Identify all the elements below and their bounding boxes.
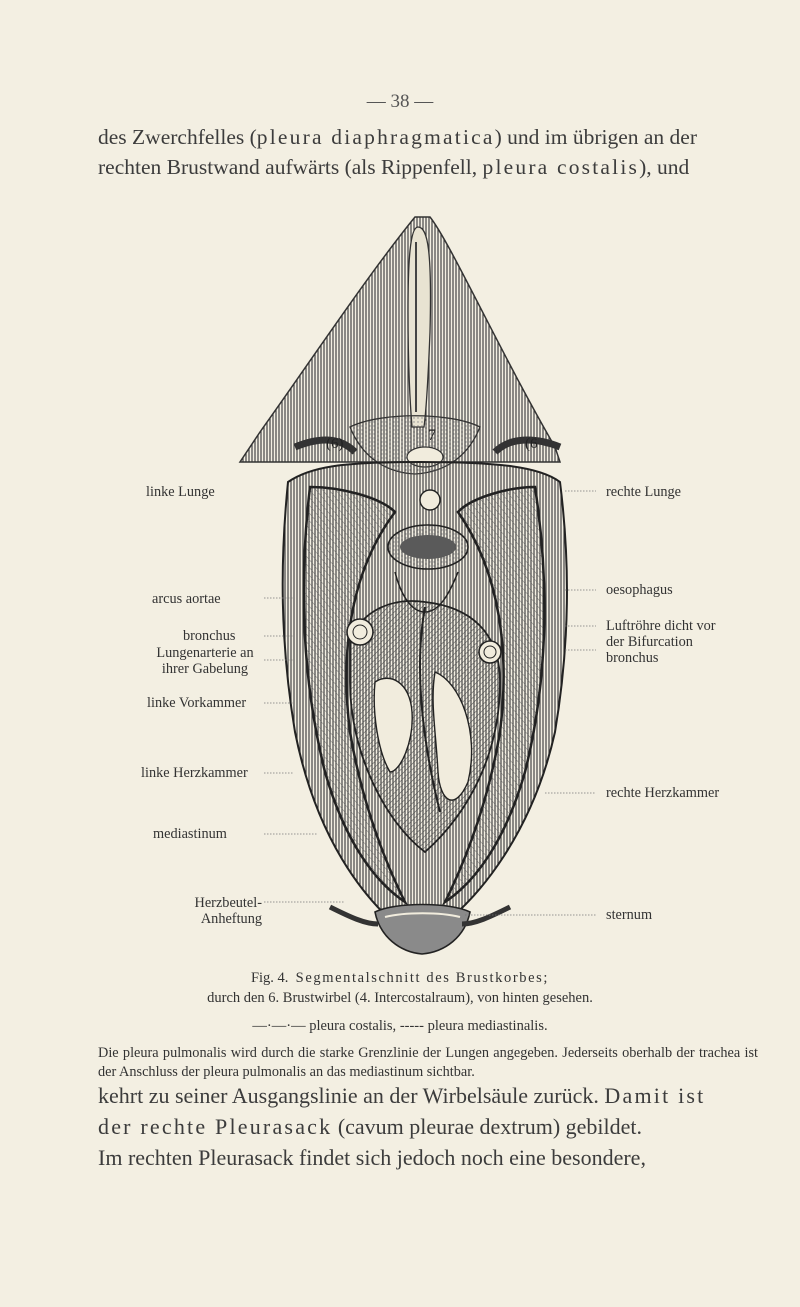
anatomical-section-illustration	[200, 212, 600, 957]
label-linke-vorkammer: linke Vorkammer	[147, 695, 247, 711]
paragraph-bottom	[98, 1080, 758, 1173]
figure-caption-subtitle: durch den 6. Brustwirbel (4. Intercostalraum), von hinten gesehen.	[207, 990, 593, 1006]
oesophagus-section	[420, 490, 440, 510]
label-num-6-left: (6)	[326, 436, 344, 452]
paragraph-bottom-line-3: Im rechten Pleurasack findet sich jedoch noch eine besondere,	[98, 1145, 646, 1170]
label-sternum: sternum	[606, 907, 653, 923]
label-rechte-herzkammer: rechte Herzkammer	[606, 785, 720, 801]
label-bronchus-left: bronchus	[183, 628, 236, 644]
label-linke-herzkammer: linke Herzkammer	[141, 765, 248, 781]
paragraph-top	[98, 122, 758, 182]
figure-caption-title: Fig. 4. Segmentalschnitt des Brustkorbes;	[250, 970, 550, 986]
figure-caption-description: Die pleura pulmonalis wird durch die starke Grenzlinie der Lungen angegeben. Jederseits oberhalb der trachea ist der Anschluss der pleura pulmonalis an das mediastinum sichtbar.	[98, 1045, 758, 1080]
spinous-process	[408, 227, 431, 427]
aorta-section-left	[347, 619, 373, 645]
sternum	[375, 905, 470, 955]
label-herzbeutel: Herzbeutel- Anheftung	[194, 895, 262, 927]
paragraph-top-line-2: rechten Brustwand aufwärts (als Rippenfell, pleura costalis), und	[98, 155, 690, 179]
label-mediastinum: mediastinum	[153, 826, 227, 842]
paragraph-bottom-line-1: kehrt zu seiner Ausgangslinie an der Wirbelsäule zurück. Damit ist	[98, 1083, 706, 1108]
label-linke-lunge: linke Lunge	[146, 484, 215, 500]
label-bronchus-right: bronchus	[606, 650, 659, 666]
paragraph-bottom-line-2: der rechte Pleurasack (cavum pleurae dextrum) gebildet.	[98, 1114, 643, 1139]
paragraph-top-line-1: des Zwerchfelles (pleura diaphragmatica) und im übrigen an der	[98, 125, 698, 149]
page-number: — 38 —	[366, 91, 434, 112]
label-arcus-aortae: arcus aortae	[152, 591, 221, 607]
label-oesophagus: oesophagus	[606, 582, 673, 598]
label-lungenarterie: Lungenarterie an ihrer Gabelung	[156, 645, 254, 677]
figure-caption-legend: —·—·— pleura costalis, ----- pleura mediastinalis.	[252, 1018, 548, 1034]
label-num-7: 7	[428, 427, 436, 444]
label-luftroehre: Luftröhre dicht vor der Bifurcation bronchus	[606, 618, 766, 666]
vessel-section-right	[479, 641, 501, 663]
label-num-6-right: (6	[525, 436, 538, 452]
label-rechte-lunge: rechte Lunge	[606, 484, 682, 500]
